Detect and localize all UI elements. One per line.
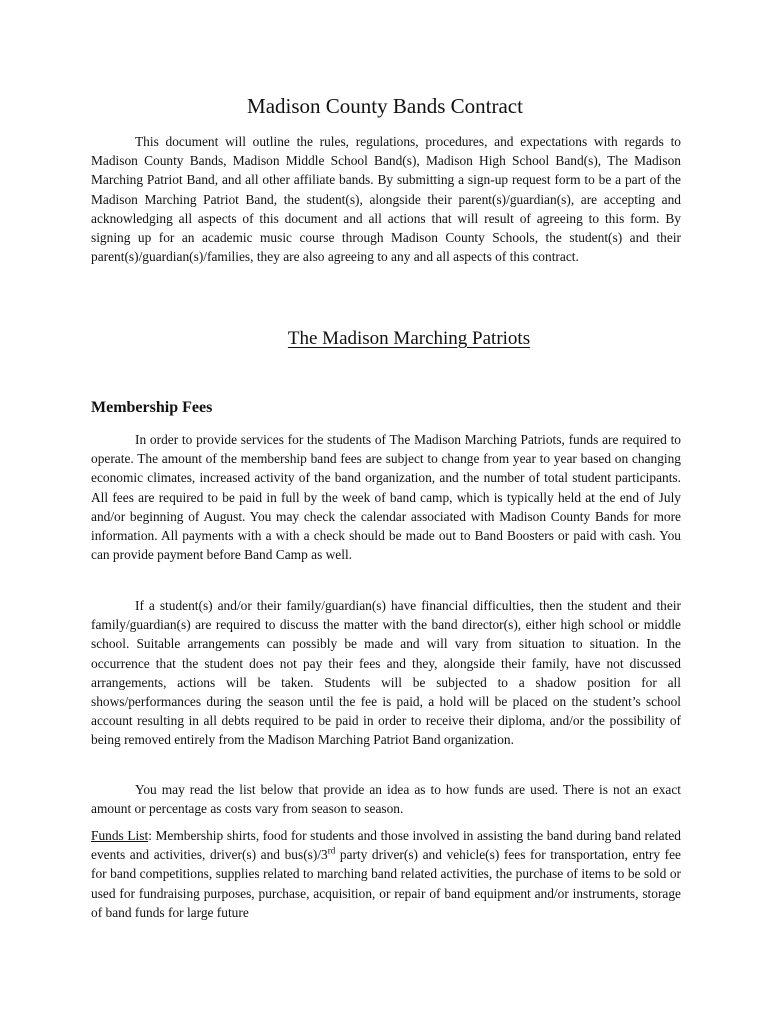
fees-paragraph-3-block: [91, 780, 681, 818]
funds-list-superscript: rd: [327, 845, 336, 856]
fees-paragraph-2-block: [91, 596, 681, 750]
intro-block: [91, 132, 681, 266]
intro-paragraph: This document will outline the rules, regulations, procedures, and expectations with regards to Madison County Bands, Madison Middle School Band(s), Madison High School Band(s), The Madison Marching Patriot Band, and all other affiliate bands. By submitting a sign-up request form to be a part of the Madison Marching Patriot Band, the student(s), alongside their parent(s)/guardian(s), are accepting and acknowledging all aspects of this document and all actions that will result of agreeing to this form. By signing up for an academic music course through Madison County Schools, the student(s) and their parent(s)/guardian(s)/families, they are also agreeing to any and all aspects of this contract.: [91, 134, 681, 265]
funds-list-text-2: party driver(s) and vehicle(s) fees for transportation, entry fee for band competitions, supplies related to marching band related activities, the purchase of items to be sold or used for fundraising purposes, purchase, acquisition, or repair of band equipment and/or instruments, storage of band funds for large future: [91, 847, 681, 920]
section-title: The Madison Marching Patriots: [287, 328, 531, 349]
membership-fees-heading: Membership Fees: [91, 399, 213, 416]
funds-list-text-1: : Membership shirts, food for students and those involved in assisting the band during band related events and activities, driver(s) and bus(s)/3: [91, 828, 681, 863]
fees-paragraph-1-block: [91, 430, 681, 564]
funds-list-paragraph: [91, 826, 681, 922]
funds-list-label: Funds List: [91, 828, 149, 843]
fees-paragraph-2: If a student(s) and/or their family/guardian(s) have financial difficulties, then the student and their family/guardian(s) are required to discuss the matter with the band director(s), either high school or middle school. Suitable arrangements can possibly be made and will vary from situation to situation. In the occurrence that the student does not pay their fees and they, alongside their family, have not discussed arrangements, actions will be taken. Students will be subjected to a shadow position for all shows/performances during the season until the fee is paid, a hold will be placed on the student’s school account resulting in all debts required to be paid in order to receive their diploma, and/or the possibility of being removed entirely from the Madison Marching Patriot Band organization.: [91, 598, 681, 748]
funds-list-block: [91, 826, 681, 922]
fees-paragraph-3: You may read the list below that provide an idea as to how funds are used. There is not an exact amount or percentage as costs vary from season to season.: [91, 782, 681, 817]
document-title: Madison County Bands Contract: [247, 94, 523, 118]
fees-paragraph-1: In order to provide services for the students of The Madison Marching Patriots, funds are required to operate. The amount of the membership band fees are subject to change from year to year based on changing economic climates, increased activity of the band organization, and the number of total student participants. All fees are required to be paid in full by the week of band camp, which is typically held at the end of July and/or beginning of August. You may check the calendar associated with Madison County Bands for more information. All payments with a with a check should be made out to Band Boosters or paid with cash. You can provide payment before Band Camp as well.: [91, 432, 681, 563]
